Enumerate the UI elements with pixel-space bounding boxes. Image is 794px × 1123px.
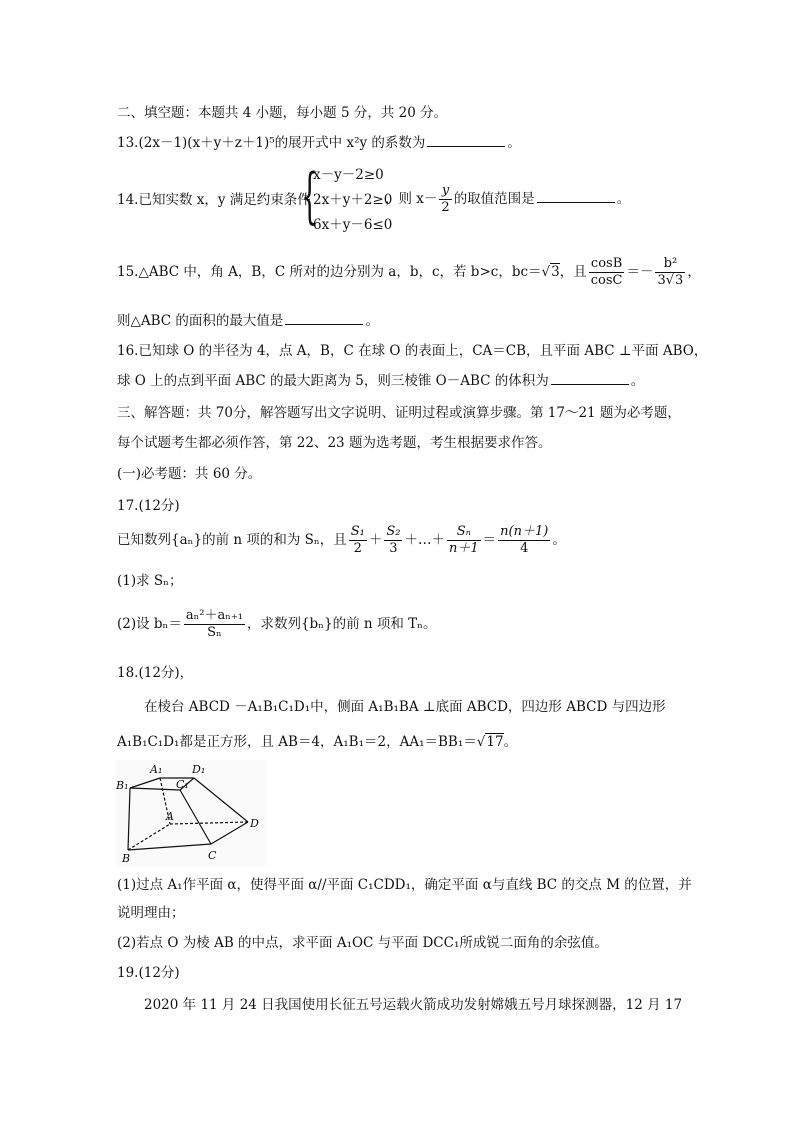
q17-end: 。 [552, 532, 566, 548]
sqrt-3: 3 [551, 264, 560, 280]
label-c1: C₁ [176, 778, 189, 791]
section-3-line2: 每个试题考生都必须作答，第 22、23 题为选考题，考生根据要求作答。 [117, 435, 552, 451]
q18-line1: 在棱台 ABCD －A₁B₁C₁D₁中，侧面 A₁B₁BA ⊥底面 ABCD，四边形 ABCD 与四边形 [144, 699, 666, 715]
edge-ba-hidden [128, 824, 170, 850]
edge-ad-hidden [170, 822, 248, 824]
label-b1: B₁ [116, 779, 129, 792]
q13-text: 13.(2x－1)(x＋y＋z＋1)⁵的展开式中 x²y 的系数为 [117, 135, 426, 151]
q17-part2 [117, 604, 437, 644]
edge-c1c [180, 790, 211, 844]
q18-part1-line2: 说明理由； [117, 905, 185, 921]
den-coef: 3 [657, 273, 666, 288]
q19-head: 19.(12分) [117, 965, 180, 981]
brace-icon: { [301, 161, 319, 231]
q18-line2-prefix: A₁B₁C₁D₁都是正方形，且 AB＝4，A₁B₁＝2，AA₁＝BB₁＝ [117, 734, 477, 750]
q17-stem: 已知数列{aₙ}的前 n 项的和为 Sₙ，且 $\frac{\text{S₁}}{2}$ ＋ $\frac{\text{S₂}}{3}$ ＋…＋ $\frac{\text{Sₙ}}{n+1}$ ＝ $\frac{n(n+1)}{4}$ 。 [117, 524, 566, 556]
frac-den [655, 273, 685, 289]
q17-part1: (1)求 Sₙ； [117, 573, 183, 589]
q18-part1-line1: (1)过点 A₁作平面 α，使得平面 α//平面 C₁CDD₁，确定平面 α与直线 BC 的交点 M 的位置，并 [117, 877, 692, 893]
fraction-bn [184, 608, 245, 641]
answer-blank[interactable] [537, 190, 615, 203]
label-d: D [250, 817, 259, 830]
section-2-heading: 二、填空题：本题共 4 小题，每小题 5 分，共 20 分。 [117, 105, 448, 121]
fraction-s1-2 [349, 524, 367, 557]
q14-tail [385, 180, 630, 218]
frustum-figure [116, 760, 266, 866]
q16-line2-text: 球 O 上的点到平面 ABC 的最大距离为 5，则三棱锥 O－ABC 的体积为 [117, 373, 549, 389]
q15-comma: ， [687, 264, 701, 280]
frac-den: 2 [441, 200, 450, 215]
fraction-cosb-cosc [589, 256, 625, 289]
frac-num: S₂ [386, 524, 401, 539]
label-b: B [122, 852, 131, 865]
q17-head: 17.(12分) [117, 498, 180, 514]
label-c: C [208, 849, 217, 862]
frac-num: y [439, 183, 451, 200]
q14-end: 。 [616, 191, 631, 207]
label-d1: D₁ [192, 763, 206, 776]
q15-end: 。 [365, 313, 379, 329]
fraction-n-n1-4 [498, 524, 550, 557]
edge-cd [211, 822, 248, 844]
q13-end: 。 [507, 135, 521, 151]
constraint-2: 2x＋y＋2≥0 [313, 192, 393, 208]
sqrt-sign-icon: √ [665, 273, 675, 288]
q15-prefix: 15.△ABC 中，角 A，B，C 所对的边分别为 a，b，c，若 b>c，bc＝ [117, 264, 542, 280]
frac-num: n(n＋1) [500, 524, 549, 539]
section-3-line3: (一)必考题：共 60 分。 [117, 466, 262, 482]
answer-blank[interactable] [427, 134, 505, 147]
sqrt-sign-icon: √ [476, 734, 486, 750]
frac-num: cosB [589, 256, 625, 273]
fraction-b2 [655, 256, 685, 289]
q17-part2-prefix: (2)设 bₙ＝ [117, 616, 182, 632]
sqrt-17: 17 [486, 734, 504, 750]
frac-den: 2 [353, 541, 362, 556]
q17-stem-prefix: 已知数列{aₙ}的前 n 项的和为 Sₙ，且 [117, 532, 347, 548]
constraint-system [301, 161, 393, 236]
q14-prefix: 14.已知实数 x，y 满足约束条件 [117, 192, 311, 208]
q15-mid: ，且 [559, 264, 587, 280]
frac-den: 3 [389, 541, 398, 556]
q17-dots: ＋…＋ [404, 532, 445, 548]
frac-num: S₁ [350, 524, 365, 539]
frac-den: 4 [520, 541, 529, 556]
fraction-y-over-2 [439, 183, 451, 216]
section-3-line1: 三、解答题：共 70分，解答题写出文字说明、证明过程或演算步骤。第 17～21 题为必考题， [117, 405, 681, 421]
label-a1: A₁ [150, 763, 163, 776]
answer-blank[interactable] [285, 312, 363, 325]
question-14 [117, 191, 311, 209]
fraction-sn-n1 [447, 524, 481, 557]
q15-eq: ＝－ [626, 264, 654, 280]
frac-den: cosC [590, 273, 623, 288]
q17-part2-suffix: ，求数列{bₙ}的前 n 项和 Tₙ。 [246, 616, 437, 632]
q15-line2 [117, 312, 379, 330]
edge-bc [128, 844, 211, 850]
frac-den: Sₙ [207, 625, 222, 640]
edge-d1d [194, 778, 248, 822]
q18-head: 18.(12分)， [117, 665, 194, 681]
edge-b1c1 [130, 788, 180, 790]
sqrt-sign-icon: √ [541, 264, 551, 280]
frac-den: n＋1 [448, 541, 479, 556]
q18-line2-end: 。 [503, 734, 518, 750]
q15-line2-text: 则△ABC 的面积的最大值是 [117, 313, 284, 329]
frac-num: b² [655, 256, 685, 273]
question-15 [117, 252, 701, 292]
q19-line1: 2020 年 11 月 24 日我国使用长征五号运载火箭成功发射嫦娥五号月球探测器，12 月 17 [144, 997, 683, 1013]
label-a: A [166, 810, 174, 823]
answer-blank[interactable] [551, 372, 629, 385]
fraction-s2-3 [384, 524, 402, 557]
frac-num: Sₙ [447, 524, 481, 541]
question-13 [117, 134, 521, 152]
constraint-3: 6x＋y－6≤0 [313, 217, 393, 233]
den-root: 3 [675, 273, 684, 288]
q16-line2 [117, 372, 644, 390]
q14-suffix: 的取值范围是 [453, 191, 535, 207]
constraint-1: x－y－2≥0 [313, 167, 384, 183]
q18-line2 [117, 733, 517, 751]
edge-b1b [128, 788, 130, 850]
q16-end: 。 [630, 373, 645, 389]
frac-num: aₙ²＋aₙ₊₁ [185, 608, 243, 623]
edge-b1a1 [130, 778, 160, 788]
q14-middle: ，则 x－ [385, 191, 438, 207]
q16-line1: 16.已知球 O 的半径为 4，点 A，B，C 在球 O 的表面上，CA＝CB，且平面 ABC ⊥平面 ABO， [117, 343, 708, 359]
q18-part2: (2)若点 O 为棱 AB 的中点，求平面 A₁OC 与平面 DCC₁所成锐二面角的余弦值。 [117, 935, 608, 951]
